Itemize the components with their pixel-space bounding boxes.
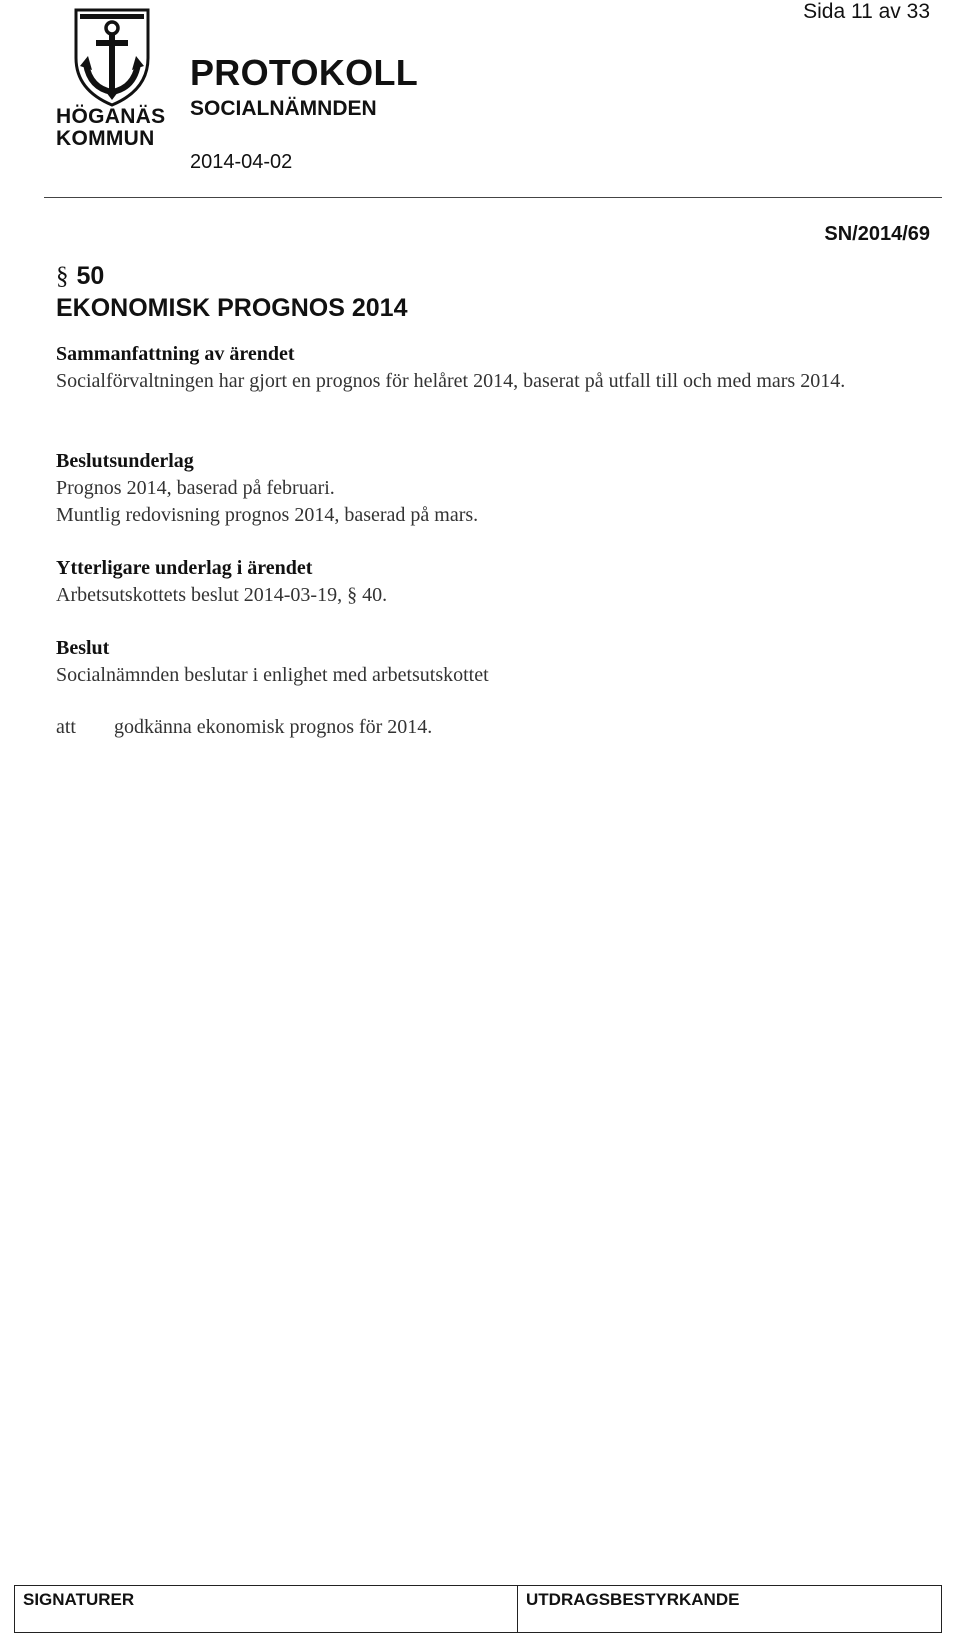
signature-footer [14,1585,942,1633]
page-number: Sida 11 av 33 [803,0,930,23]
agenda-item-title: EKONOMISK PROGNOS 2014 [56,294,408,322]
decision-heading: Beslut [56,637,110,659]
logo-text [56,106,168,150]
logo-name-line2: KOMMUN [56,127,155,150]
section-symbol: § [347,584,358,606]
municipality-logo [56,4,168,160]
decision-basis-line: Prognos 2014, baserad på februari. [56,477,335,499]
additional-basis-section [56,555,916,609]
certification-cell: UTDRAGSBESTYRKANDE [526,1590,740,1609]
summary-text: Socialförvaltningen har gjort en prognos för helåret 2014, baserat på utfall till och med mars 2014. [56,370,846,392]
additional-basis-heading: Ytterligare underlag i ärendet [56,557,313,579]
paragraph-heading [56,262,104,291]
signatures-cell: SIGNATURER [15,1586,518,1632]
additional-basis-text [56,582,916,609]
summary-heading: Sammanfattning av ärendet [56,343,295,365]
header-divider [44,197,942,198]
decision-text: Socialnämnden beslutar i enlighet med arbetsutskottet [56,664,489,686]
document-type: PROTOKOLL [190,52,419,93]
additional-basis-text-before: Arbetsutskottets beslut 2014-03-19, [56,584,343,606]
decision-section [56,635,916,689]
meeting-date: 2014-04-02 [190,151,293,173]
paragraph-number: 50 [76,262,105,290]
logo-name-line1: HÖGANÄS [56,105,166,128]
summary-section [56,341,916,395]
decision-basis-line: Muntlig redovisning prognos 2014, baserad på mars. [56,504,479,526]
decision-att-text: godkänna ekonomisk prognos för 2014. [114,716,433,738]
committee-name: SOCIALNÄMNDEN [190,97,377,120]
decision-basis-section [56,448,916,529]
case-number: SN/2014/69 [824,223,930,245]
anchor-coat-of-arms-icon [72,4,152,108]
decision-basis-heading: Beslutsunderlag [56,450,194,472]
decision-att-label: att [56,716,76,738]
decision-clause [56,716,432,739]
section-symbol: § [56,263,69,290]
additional-basis-text-after: 40. [362,584,388,606]
